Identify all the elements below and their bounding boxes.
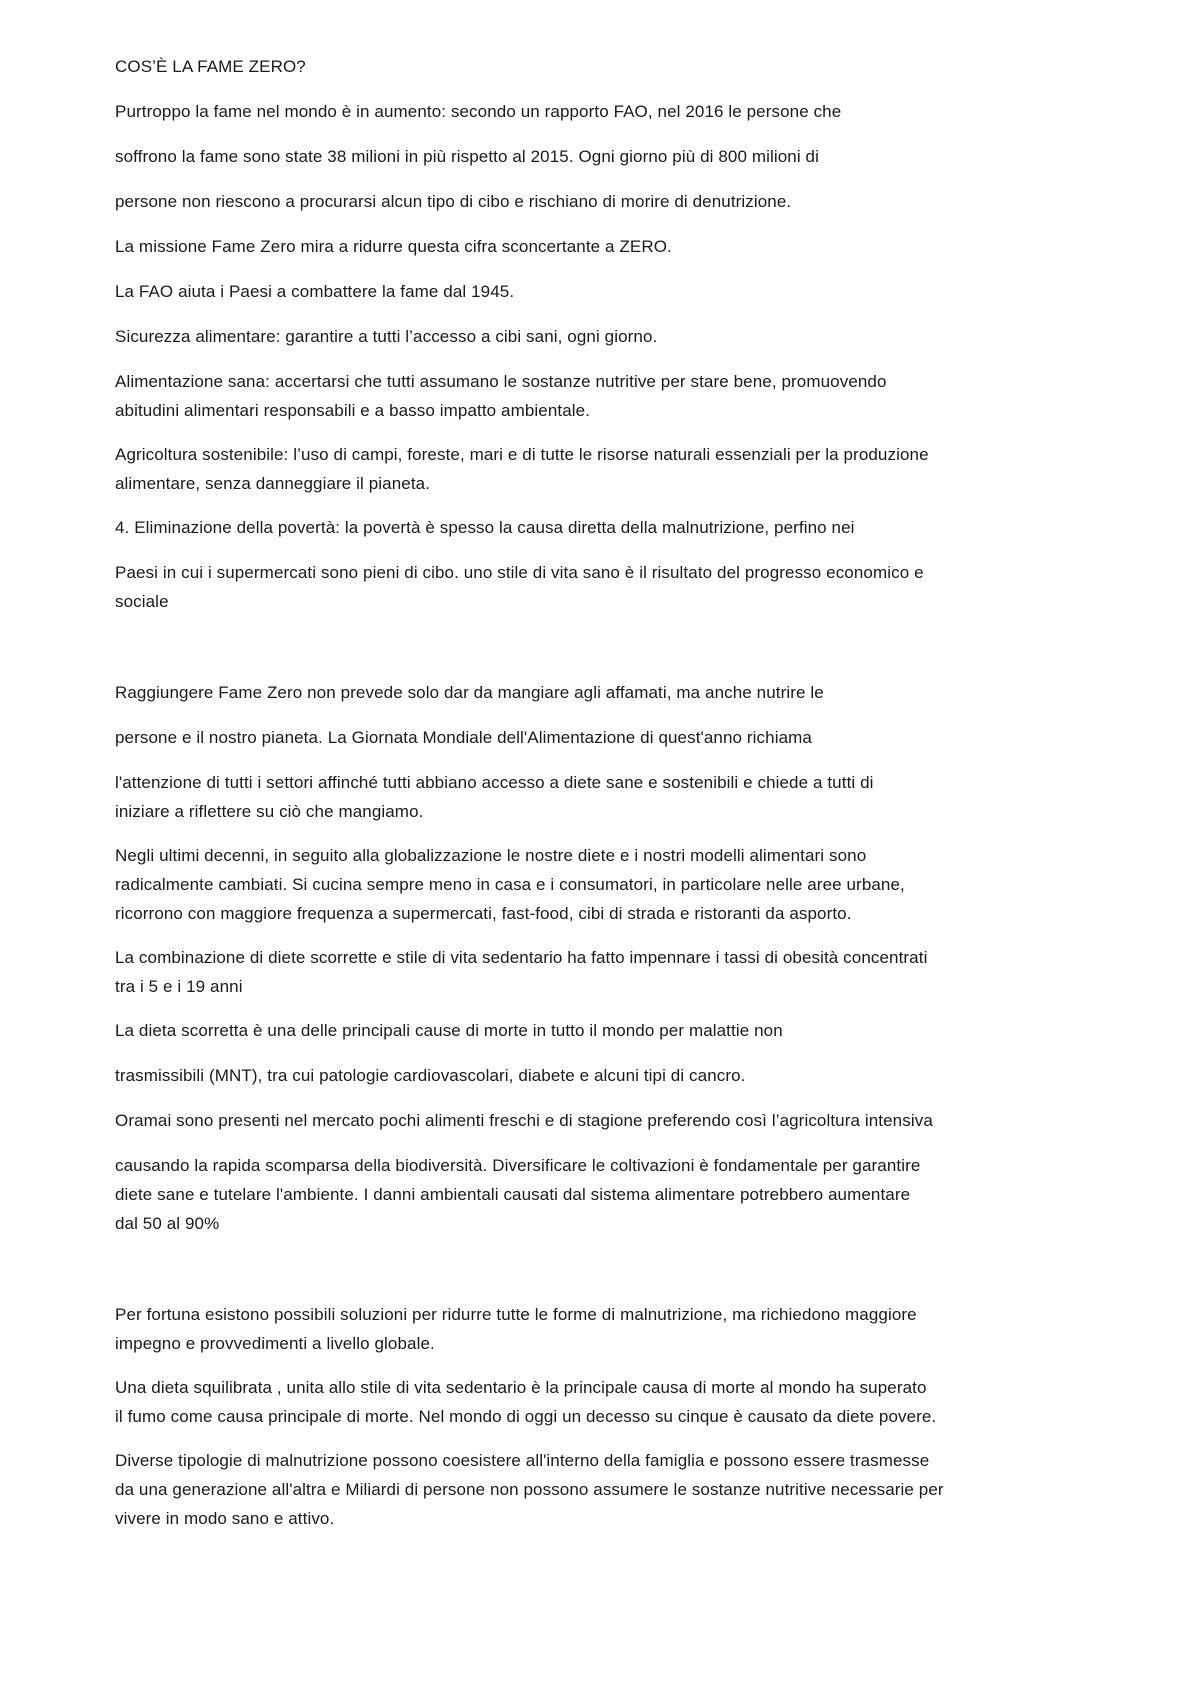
paragraph-line: Oramai sono presenti nel mercato pochi alimenti freschi e di stagione preferendo così l’agricoltura intensiva: [115, 1111, 933, 1130]
document-title: COS’È LA FAME ZERO?: [115, 57, 306, 76]
paragraph-line: Purtroppo la fame nel mondo è in aumento: secondo un rapporto FAO, nel 2016 le persone che: [115, 102, 842, 121]
paragraph-line: il fumo come causa principale di morte. Nel mondo di oggi un decesso su cinque è causato da diete povere.: [115, 1407, 937, 1426]
paragraph-line: soffrono la fame sono state 38 milioni in più rispetto al 2015. Ogni giorno più di 800 milioni di: [115, 147, 819, 166]
paragraph-line: Negli ultimi decenni, in seguito alla globalizzazione le nostre diete e i nostri modelli alimentari sono: [115, 846, 867, 865]
paragraph-line: Per fortuna esistono possibili soluzioni per ridurre tutte le forme di malnutrizione, ma richiedono maggiore: [115, 1305, 917, 1324]
paragraph-line: vivere in modo sano e attivo.: [115, 1509, 335, 1528]
paragraph-line: sociale: [115, 592, 169, 611]
paragraph-line: Diverse tipologie di malnutrizione possono coesistere all'interno della famiglia e possono essere trasmesse: [115, 1451, 930, 1470]
paragraph-line: La dieta scorretta è una delle principali cause di morte in tutto il mondo per malattie non: [115, 1021, 783, 1040]
paragraph-line: persone e il nostro pianeta. La Giornata Mondiale dell'Alimentazione di quest'anno richiama: [115, 728, 812, 747]
paragraph-line: persone non riescono a procurarsi alcun tipo di cibo e rischiano di morire di denutrizione.: [115, 192, 792, 211]
paragraph-line: Alimentazione sana: accertarsi che tutti assumano le sostanze nutritive per stare bene, promuovendo: [115, 372, 887, 391]
paragraph-line: tra i 5 e i 19 anni: [115, 977, 243, 996]
paragraph-line: da una generazione all'altra e Miliardi di persone non possono assumere le sostanze nutritive necessarie per: [115, 1480, 944, 1499]
paragraph-line: La missione Fame Zero mira a ridurre questa cifra sconcertante a ZERO.: [115, 237, 672, 256]
paragraph-line: diete sane e tutelare l'ambiente. I danni ambientali causati dal sistema alimentare potrebbero aumentare: [115, 1185, 911, 1204]
paragraph-line: abitudini alimentari responsabili e a basso impatto ambientale.: [115, 401, 591, 420]
paragraph-line: l'attenzione di tutti i settori affinché tutti abbiano accesso a diete sane e sostenibili e chiede a tutti di: [115, 773, 874, 792]
paragraph-line: La combinazione di diete scorrette e stile di vita sedentario ha fatto impennare i tassi di obesità concentrati: [115, 948, 928, 967]
paragraph-line: impegno e provvedimenti a livello globale.: [115, 1334, 435, 1353]
paragraph-line: Raggiungere Fame Zero non prevede solo dar da mangiare agli affamati, ma anche nutrire le: [115, 683, 824, 702]
paragraph-line: Agricoltura sostenibile: l’uso di campi, foreste, mari e di tutte le risorse naturali essenziali per la produzione: [115, 445, 929, 464]
paragraph-line: trasmissibili (MNT), tra cui patologie cardiovascolari, diabete e alcuni tipi di cancro.: [115, 1066, 746, 1085]
paragraph-line: causando la rapida scomparsa della biodiversità. Diversificare le coltivazioni è fondamentale per garantire: [115, 1156, 921, 1175]
paragraph-line: alimentare, senza danneggiare il pianeta.: [115, 474, 431, 493]
paragraph-line: iniziare a riflettere su ciò che mangiamo.: [115, 802, 424, 821]
paragraph-line: Una dieta squilibrata , unita allo stile di vita sedentario è la principale causa di morte al mondo ha superato: [115, 1378, 927, 1397]
paragraph-line: radicalmente cambiati. Si cucina sempre meno in casa e i consumatori, in particolare nelle aree urbane,: [115, 875, 905, 894]
paragraph-line: 4. Eliminazione della povertà: la povertà è spesso la causa diretta della malnutrizione, perfino nei: [115, 518, 855, 537]
paragraph-line: Paesi in cui i supermercati sono pieni di cibo. uno stile di vita sano è il risultato del progresso economico e: [115, 563, 924, 582]
paragraph-line: ricorrono con maggiore frequenza a supermercati, fast-food, cibi di strada e ristoranti da asporto.: [115, 904, 852, 923]
paragraph-line: dal 50 al 90%: [115, 1214, 220, 1233]
paragraph-line: Sicurezza alimentare: garantire a tutti l’accesso a cibi sani, ogni giorno.: [115, 327, 658, 346]
paragraph-line: La FAO aiuta i Paesi a combattere la fame dal 1945.: [115, 282, 515, 301]
